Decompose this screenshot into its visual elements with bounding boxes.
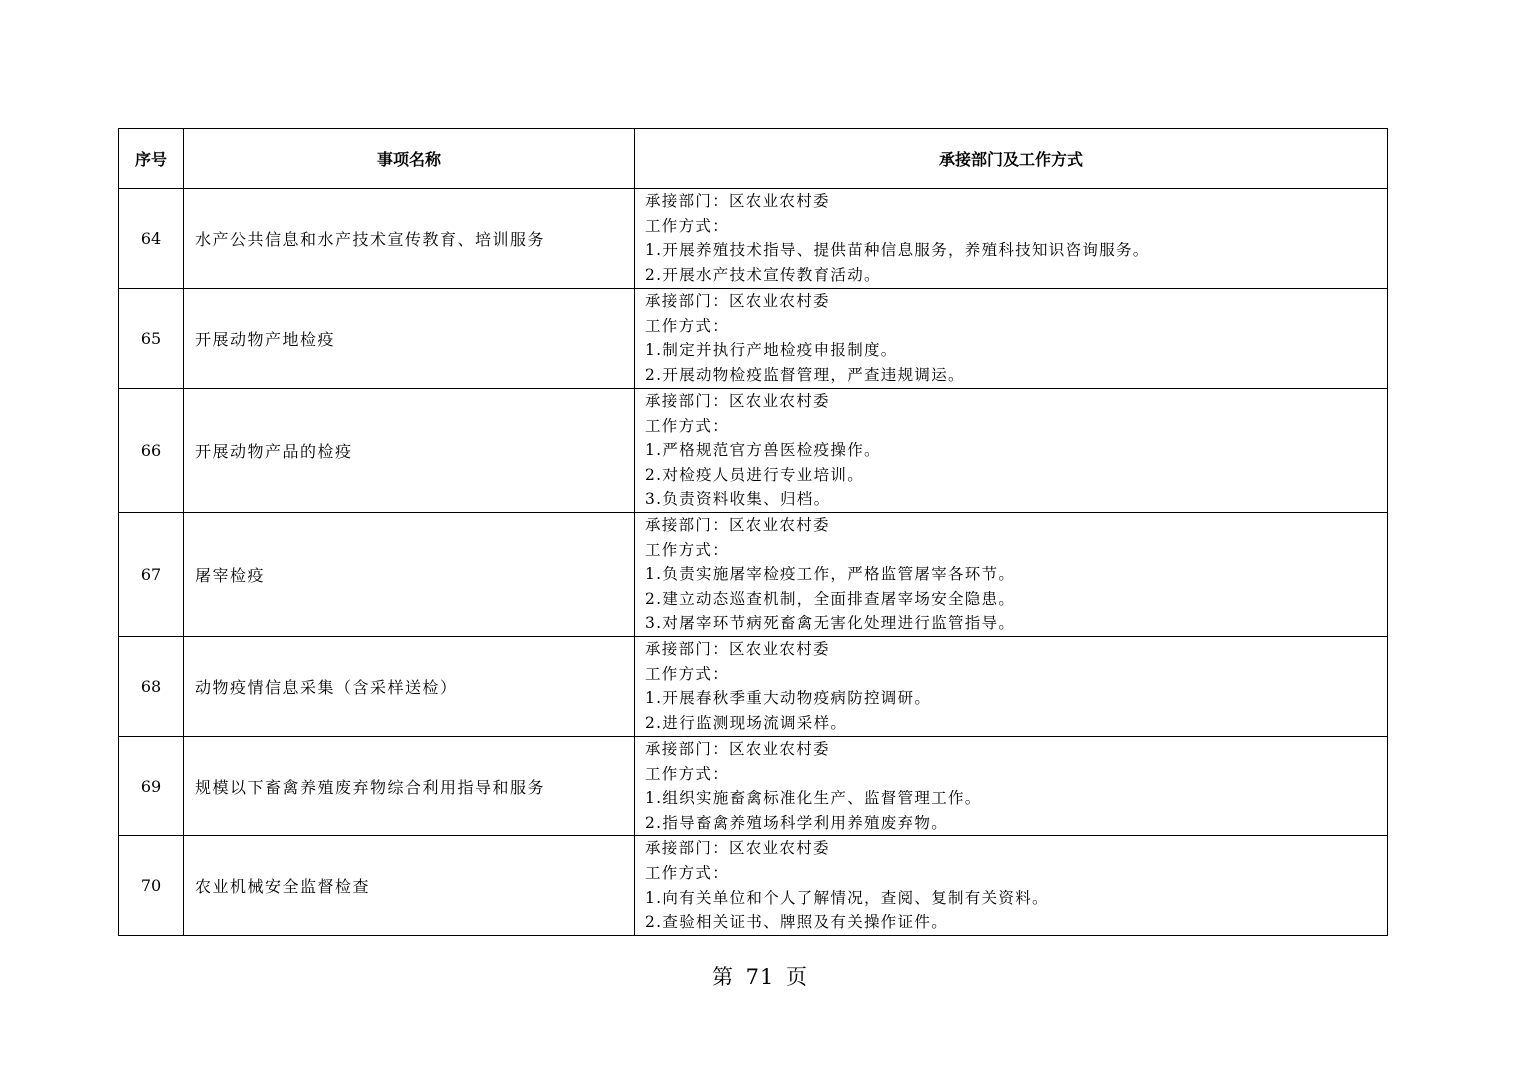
row-number: 66 (119, 389, 184, 513)
row-number: 65 (119, 289, 184, 389)
table-row (119, 389, 1388, 513)
row-item-name: 动物疫情信息采集（含采样送检） (184, 636, 635, 736)
dept-method-line: 1.严格规范官方兽医检疫操作。 (645, 441, 881, 460)
dept-method-line: 承接部门：区农业农村委 (645, 739, 830, 758)
row-dept-method (635, 189, 1388, 289)
dept-method-line: 承接部门：区农业农村委 (645, 292, 830, 310)
row-dept-method (635, 289, 1388, 389)
dept-method-line: 1.开展春秋季重大动物疫病防控调研。 (645, 689, 932, 708)
dept-method-line: 承接部门：区农业农村委 (645, 639, 830, 658)
dept-method-line: 1.开展养殖技术指导、提供苗种信息服务，养殖科技知识咨询服务。 (645, 241, 1150, 260)
dept-method-line: 承接部门：区农业农村委 (645, 392, 830, 410)
page-number: 第 71 页 (711, 965, 809, 989)
table-row (119, 836, 1388, 935)
row-number: 67 (119, 513, 184, 637)
row-item-name: 开展动物产品的检疫 (184, 389, 635, 513)
header-number: 序号 (119, 129, 184, 189)
row-dept-method (635, 389, 1388, 513)
dept-method-line: 1.向有关单位和个人了解情况，查阅、复制有关资料。 (645, 888, 1049, 907)
table-row (119, 513, 1388, 637)
row-item-name: 屠宰检疫 (184, 513, 635, 637)
row-number: 69 (119, 736, 184, 835)
row-dept-method (635, 736, 1388, 835)
dept-method-line: 2.进行监测现场流调采样。 (645, 713, 848, 732)
dept-method-line: 工作方式： (645, 764, 730, 783)
row-dept-method (635, 513, 1388, 637)
table-row (119, 289, 1388, 389)
items-table (118, 128, 1388, 936)
dept-method-line: 2.对检疫人员进行专业培训。 (645, 465, 864, 484)
dept-method-line: 2.指导畜禽养殖场科学利用养殖废弃物。 (645, 813, 948, 832)
dept-method-line: 承接部门：区农业农村委 (645, 192, 830, 210)
row-dept-method (635, 636, 1388, 736)
dept-method-line: 2.建立动态巡查机制，全面排查屠宰场安全隐患。 (645, 589, 1016, 608)
dept-method-line: 1.负责实施屠宰检疫工作，严格监管屠宰各环节。 (645, 565, 1016, 584)
table-row (119, 736, 1388, 835)
row-number: 68 (119, 636, 184, 736)
dept-method-line: 1.组织实施畜禽标准化生产、监督管理工作。 (645, 789, 982, 808)
row-dept-method (635, 836, 1388, 935)
row-item-name: 规模以下畜禽养殖废弃物综合利用指导和服务 (184, 736, 635, 835)
dept-method-line: 2.开展动物检疫监督管理，严查违规调运。 (645, 365, 965, 384)
dept-method-line: 工作方式： (645, 664, 730, 683)
dept-method-line: 承接部门：区农业农村委 (645, 839, 830, 858)
dept-method-line: 3.负责资料收集、归档。 (645, 490, 831, 509)
table-header-row (119, 129, 1388, 189)
dept-method-line: 2.查验相关证书、牌照及有关操作证件。 (645, 913, 948, 932)
table-row (119, 189, 1388, 289)
dept-method-line: 工作方式： (645, 863, 730, 882)
table-row (119, 636, 1388, 736)
dept-method-line: 工作方式： (645, 540, 730, 559)
dept-method-line: 工作方式： (645, 416, 730, 435)
dept-method-line: 3.对屠宰环节病死畜禽无害化处理进行监管指导。 (645, 614, 1016, 633)
row-number: 64 (119, 189, 184, 289)
row-number: 70 (119, 836, 184, 935)
dept-method-line: 工作方式： (645, 316, 730, 335)
row-item-name: 水产公共信息和水产技术宣传教育、培训服务 (184, 189, 635, 289)
dept-method-line: 1.制定并执行产地检疫申报制度。 (645, 341, 898, 360)
table-body (119, 189, 1388, 936)
dept-method-line: 承接部门：区农业农村委 (645, 516, 830, 534)
dept-method-line: 工作方式： (645, 216, 730, 235)
dept-method-line: 2.开展水产技术宣传教育活动。 (645, 265, 881, 284)
header-name: 事项名称 (184, 129, 635, 189)
row-item-name: 开展动物产地检疫 (184, 289, 635, 389)
header-dept: 承接部门及工作方式 (635, 129, 1388, 189)
row-item-name: 农业机械安全监督检查 (184, 836, 635, 935)
